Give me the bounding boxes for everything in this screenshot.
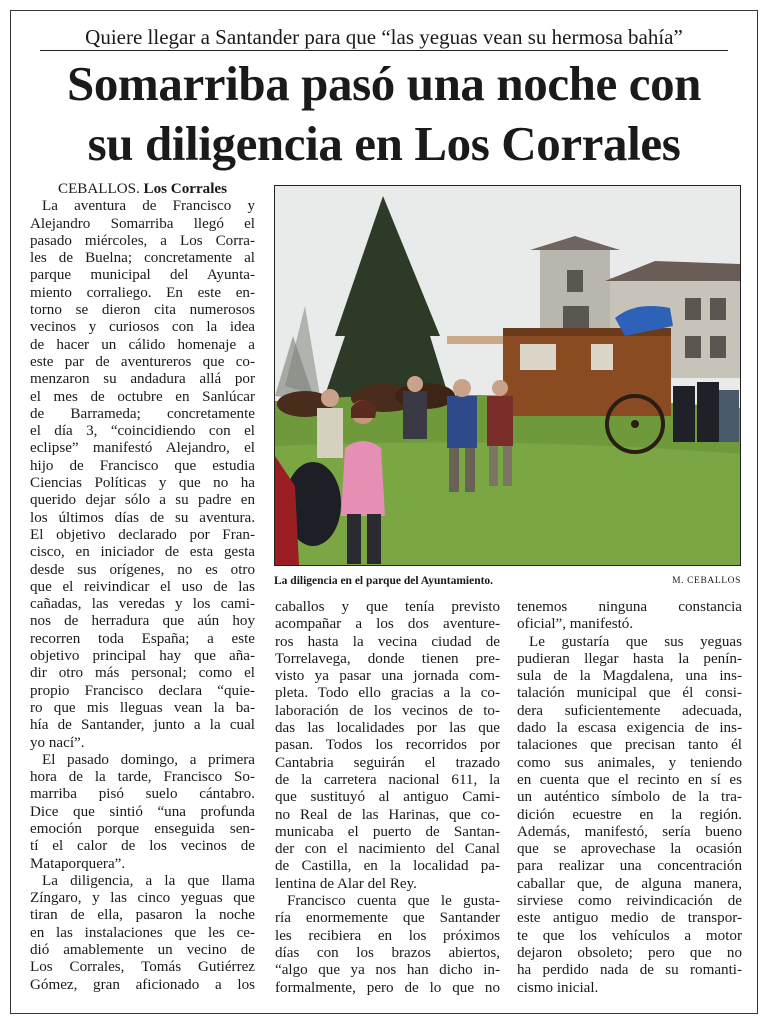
article-line: das las localidades por las que <box>275 720 500 737</box>
article-line: el mes de octubre en Sanlúcar <box>30 388 255 405</box>
article-line: sula de la Magdalena, una ins- <box>517 668 742 685</box>
photo-caption <box>274 574 741 588</box>
article-line: der con el nacimiento del Canal <box>275 841 500 858</box>
article-line: dejaron obsoleto; pero que no <box>517 944 742 961</box>
article-column-3 <box>517 599 742 997</box>
article-column-1 <box>30 181 255 994</box>
article-line: acompañar a los dos aventure- <box>275 616 500 633</box>
article-line: que sustituyó al antiguo Cami- <box>275 789 500 806</box>
article-line: ha perdido nada de su romanti- <box>517 962 742 979</box>
dateline-place: Los Corrales <box>143 181 227 197</box>
article-line: como sus animales, y teniendo <box>517 754 742 771</box>
kicker: Quiere llegar a Santander para que “las yeguas vean su hermosa bahía” <box>40 24 728 51</box>
article-line: Torrelavega, donde tienen pre- <box>275 650 500 667</box>
article-line: dado la escasa exigencia de ins- <box>517 720 742 737</box>
article-line: dición ecuestre en la región. <box>517 806 742 823</box>
article-line: de hacer un cálido homenaje a <box>30 336 255 353</box>
article-column-2 <box>275 599 500 997</box>
article-line: Los Corrales, Tomás Gutiérrez <box>30 959 255 976</box>
article-line: Gómez, gran aficionado a los <box>30 976 255 993</box>
article-line: marriba pisó suelo cántabro. <box>30 786 255 803</box>
photo-credit: M. CEBALLOS <box>672 576 741 586</box>
article-line: querido dejar sólo a su padre en <box>30 492 255 509</box>
headline-line-1: Somarriba pasó una noche con <box>66 56 702 111</box>
headline-line-2: su diligencia en Los Corrales <box>87 116 681 171</box>
article-line: lentina de Alar del Rey. <box>275 875 417 892</box>
article-line: sirviese como reivindicación de <box>517 893 742 910</box>
article-line: Además, manifestó, sería bueno <box>517 823 742 840</box>
article-line: cisco, en iniciador de esta gesta <box>30 544 255 561</box>
article-line: en las instalaciones que les ce- <box>30 924 255 941</box>
article-line: Zíngaro, y las cinco yeguas que <box>30 890 255 907</box>
article-line: Alejandro Somarriba llegó el <box>30 215 255 232</box>
article-line: ría enormemente que Santander <box>275 910 500 927</box>
article-photo <box>274 185 741 566</box>
article-line: laboración de los vecinos de to- <box>275 702 500 719</box>
article-line: tiran de ella, pasaron la noche <box>30 907 255 924</box>
article-line: hía de Santander, junto a la cual <box>30 717 255 734</box>
article-line: El objetivo declarado por Fran- <box>30 526 255 543</box>
article-line: que el reivindicar el uso de las <box>30 578 255 595</box>
article-line: te que los vehículos a motor <box>517 927 742 944</box>
article-line: de Castilla, en la localidad pa- <box>275 858 500 875</box>
article-line: tenemos ninguna constancia <box>517 599 742 615</box>
article-line: oficial”, manifestó. <box>517 616 634 633</box>
article-line: tí el calor de los vecinos de <box>30 838 255 855</box>
article-line: nos de herradura que aún hoy <box>30 613 255 630</box>
article-line: Ciencias Políticas y que no ha <box>30 475 255 492</box>
article-line: en cuenta que el recinto en sí es <box>517 771 742 788</box>
article-line: Le gustaría que sus yeguas <box>529 633 742 650</box>
article-line: les de Buelna; concretamente al <box>30 250 255 267</box>
headline <box>20 54 748 174</box>
article-line: para realizar una concentración <box>517 858 742 875</box>
article-line: un auténtico símbolo de la tra- <box>517 789 742 806</box>
article-line: caballar que, de alguna manera, <box>517 875 742 892</box>
article-line: miento corraliego. En este en- <box>30 284 255 301</box>
article-line: vecinos y curiosos con la idea <box>30 319 255 336</box>
article-line: municaba el puerto de Santan- <box>275 823 500 840</box>
article-line: La diligencia, a la que llama <box>42 872 255 889</box>
article-line: Dice que sintió “una profunda <box>30 803 255 820</box>
article-line: Mataporquera”. <box>30 855 126 872</box>
article-line: este par de aventureros que co- <box>30 353 255 370</box>
article-line: talación municipal que él consi- <box>517 685 742 702</box>
article-line: no Real de las Harinas, que co- <box>275 806 500 823</box>
article-line: el día 3, “coincidiendo con el <box>30 423 255 440</box>
article-line: hora de la tarde, Francisco So- <box>30 769 255 786</box>
article-line: pleta. Todo ello gracias a la co- <box>275 685 500 702</box>
article-line: recorren toda España; a este <box>30 630 255 647</box>
article-line: ros hasta la vecina ciudad de <box>275 633 500 650</box>
article-line: objetivo principal hay que aña- <box>30 648 255 665</box>
article-line: talaciones que precisan tanto él <box>517 737 742 754</box>
article-line: formalmente, pero de lo que no <box>275 979 500 996</box>
article-line: dera suficientemente adecuada, <box>517 702 742 719</box>
article-line: pasan. Todos los recorridos por <box>275 737 500 754</box>
caption-text: La diligencia en el parque del Ayuntamiento. <box>274 575 494 587</box>
article-line: propio Francisco declara “quie- <box>30 682 255 699</box>
article-line: que se aprovechase la ocasión <box>517 841 742 858</box>
article-line: El pasado domingo, a primera <box>42 751 255 768</box>
dateline <box>30 181 255 198</box>
article-line: torno se dieron cita numerosos <box>30 302 255 319</box>
article-line: caballos y que tenía previsto <box>275 599 500 615</box>
article-line: emoción porque enseguida sen- <box>30 820 255 837</box>
article-line: hijo de Francisco que estudia <box>30 457 255 474</box>
article-line: La aventura de Francisco y <box>42 198 255 215</box>
article-line: les recibiera en los próximos <box>275 927 500 944</box>
article-line: Cantabria seguirán el trazado <box>275 754 500 771</box>
article-line: Francisco cuenta que le gusta- <box>287 893 500 910</box>
article-line: ro que mis lleguas vean la ba- <box>30 699 255 716</box>
article-line: eclipse” manifestó Alejandro, el <box>30 440 255 457</box>
article-line: de Barrameda; concretamente <box>30 405 255 422</box>
article-line: dió amablemente un vecino de <box>30 942 255 959</box>
article-line: los últimos días de su aventura. <box>30 509 255 526</box>
article-line: desde sus orígenes, no es otro <box>30 561 255 578</box>
article-line: pudieran llegar hasta la penín- <box>517 650 742 667</box>
article-line: este antiguo medio de transpor- <box>517 910 742 927</box>
article-line: días con los brazos abiertos, <box>275 944 500 961</box>
article-line: cañadas, las veredas y los cami- <box>30 596 255 613</box>
article-line: de la carretera nacional 611, la <box>275 771 500 788</box>
article-line: dir otro más personal; como el <box>30 665 255 682</box>
article-line: yo nací”. <box>30 734 85 751</box>
dateline-city: CEBALLOS. <box>58 181 140 197</box>
article-line: cismo inicial. <box>517 979 599 996</box>
article-line: visto ya pasar una jornada com- <box>275 668 500 685</box>
article-line: menzaron su andadura allá por <box>30 371 255 388</box>
article-line: parque municipal del Ayunta- <box>30 267 255 284</box>
article-line: pasado miércoles, a Los Corra- <box>30 232 255 249</box>
article-line: “algo que ya nos han dicho in- <box>275 962 500 979</box>
